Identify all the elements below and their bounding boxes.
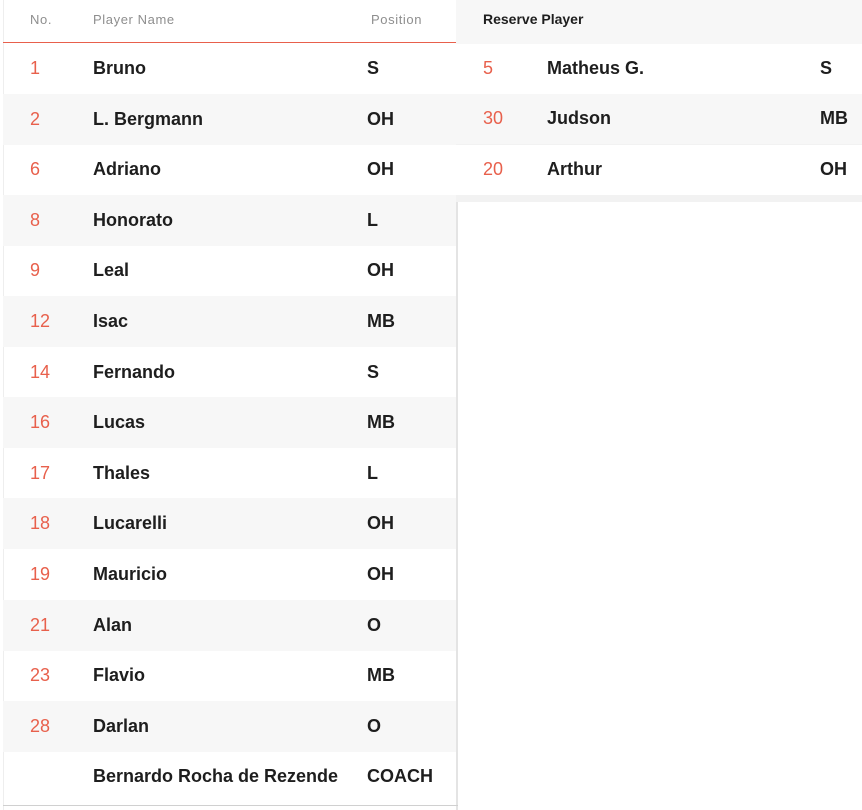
table-row [3,448,456,499]
player-name: Lucarelli [93,513,168,533]
player-name: Isac [93,311,129,331]
coach-position: COACH [367,766,433,786]
table-row [3,144,456,195]
table-row [3,701,456,752]
player-name: L. Bergmann [93,109,204,129]
table-row [456,44,862,94]
player-name: Alan [93,615,133,635]
header-position: Position [371,12,423,27]
player-name: Mauricio [93,564,168,584]
player-number: 5 [483,58,494,78]
player-number: 1 [30,58,41,78]
player-number: 16 [30,412,51,432]
player-position: MB [367,311,395,331]
player-name: Flavio [93,665,146,685]
table-row [3,397,456,448]
player-name: Leal [93,260,130,280]
player-number: 30 [483,108,504,128]
player-name: Darlan [93,716,150,736]
player-name: Thales [93,463,151,483]
player-position: MB [367,412,395,432]
player-position: OH [367,564,394,584]
player-position: L [367,463,378,483]
table-row [3,43,456,94]
player-number: 6 [30,159,41,179]
roster-right-border [456,198,458,810]
reserve-title: Reserve Player [483,11,584,27]
player-position: S [367,362,380,382]
player-name: Judson [547,108,612,128]
player-number: 12 [30,311,51,331]
player-name: Lucas [93,412,146,432]
player-name: Bruno [93,58,146,78]
player-position: MB [367,665,395,685]
player-position: S [820,58,833,78]
player-number: 17 [30,463,51,483]
player-name: Matheus G. [547,58,645,78]
player-name: Arthur [547,159,602,179]
player-position: O [367,716,382,736]
player-number: 9 [30,260,41,280]
roster-header-row [3,0,456,43]
table-row [3,245,456,296]
player-number: 2 [30,109,41,129]
player-number: 21 [30,615,51,635]
player-name: Honorato [93,210,173,230]
player-number: 8 [30,210,41,230]
reserve-header-row [456,0,862,44]
table-row [3,195,456,246]
player-number: 20 [483,159,504,179]
player-position: MB [820,108,848,128]
player-number: 14 [30,362,51,382]
reserve-table [456,0,862,202]
table-row [3,296,456,347]
table-row [3,600,456,651]
player-number: 23 [30,665,51,685]
player-position: OH [367,260,394,280]
player-number: 18 [30,513,51,533]
table-row [3,650,456,701]
header-player-name: Player Name [93,12,175,27]
player-position: OH [820,159,847,179]
coach-name: Bernardo Rocha de Rezende [93,766,339,786]
player-position: OH [367,109,394,129]
table-row [3,549,456,600]
table-row [3,347,456,398]
roster-table [3,0,456,810]
table-row-coach [3,751,456,802]
player-position: L [367,210,378,230]
player-position: S [367,58,380,78]
player-name: Adriano [93,159,162,179]
roster-bottom-border [3,805,458,806]
table-row [3,498,456,549]
table-row [456,145,862,195]
player-number: 28 [30,716,51,736]
table-row [456,94,862,144]
player-position: OH [367,513,394,533]
player-position: O [367,615,382,635]
player-number: 19 [30,564,51,584]
player-position: OH [367,159,394,179]
player-name: Fernando [93,362,176,382]
header-number: No. [30,12,53,27]
table-row [3,94,456,145]
